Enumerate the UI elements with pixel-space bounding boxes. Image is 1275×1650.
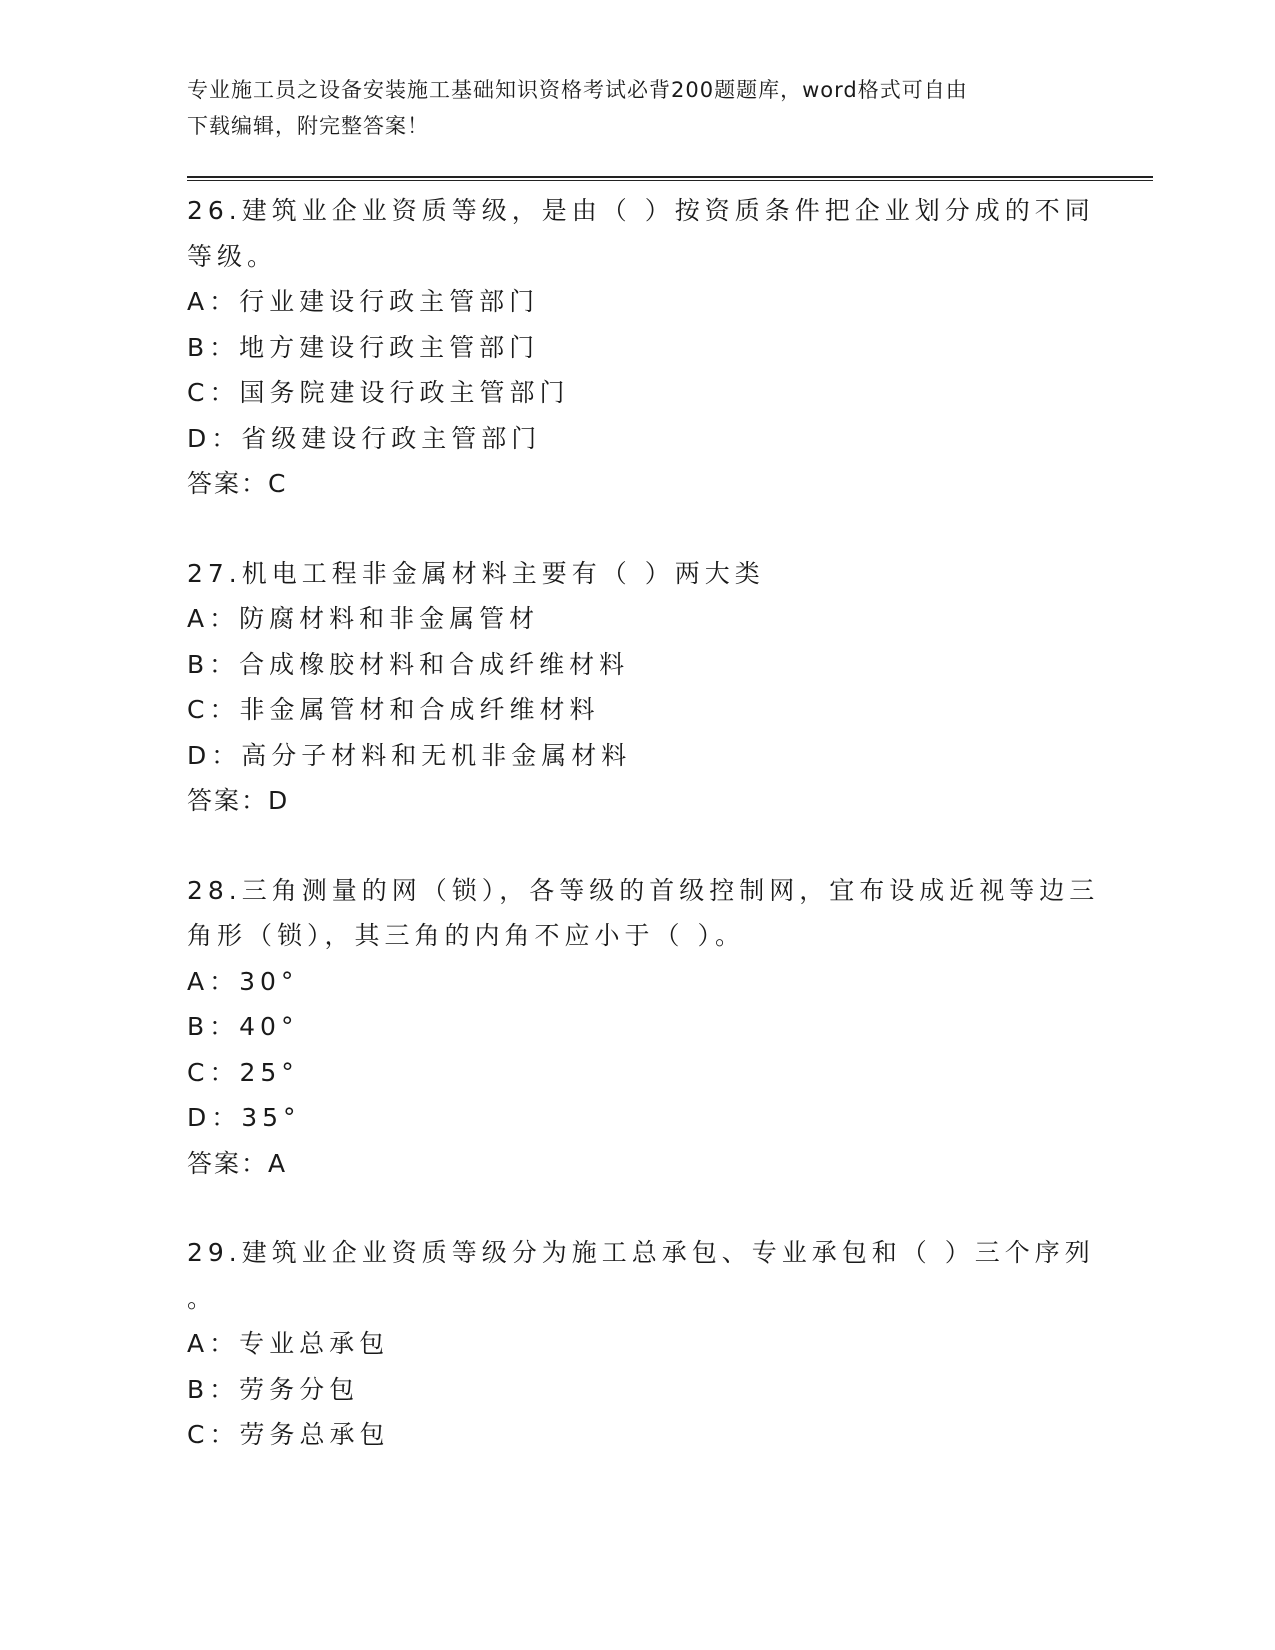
document-header <box>187 72 1067 144</box>
option-b: B：劳务分包 <box>187 1374 360 1404</box>
option-a: A：防腐材料和非金属管材 <box>187 604 540 633</box>
answer-line: 答案：D <box>187 786 290 815</box>
question-stem: 27.机电工程非金属材料主要有（ ）两大类 <box>187 558 765 588</box>
option-c: C：国务院建设行政主管部门 <box>187 378 570 407</box>
option-d: D：省级建设行政主管部门 <box>187 423 542 453</box>
option-a: A：专业总承包 <box>187 1329 390 1358</box>
answer-line: 答案：A <box>187 1148 288 1178</box>
question-28 <box>187 868 1100 1187</box>
option-b: B：40° <box>187 1012 299 1041</box>
option-d: D：35° <box>187 1103 301 1132</box>
header-line-2: 下载编辑，附完整答案！ <box>187 114 429 138</box>
question-29 <box>187 1230 1095 1458</box>
option-a: A：30° <box>187 966 299 996</box>
question-stem: 。 <box>187 1283 218 1313</box>
option-c: C：25° <box>187 1057 299 1087</box>
option-b: B：合成橡胶材料和合成纤维材料 <box>187 649 630 679</box>
header-divider <box>187 176 1153 182</box>
option-b: B：地方建设行政主管部门 <box>187 332 540 362</box>
question-stem: 29.建筑业企业资质等级分为施工总承包、专业承包和（ ）三个序列 <box>187 1238 1095 1267</box>
question-26 <box>187 188 1095 507</box>
question-stem: 26.建筑业企业资质等级，是由（ ）按资质条件把企业划分成的不同 <box>187 196 1095 225</box>
question-list <box>187 188 1100 1502</box>
answer-line: 答案：C <box>187 469 288 498</box>
question-stem: 角形（锁），其三角的内角不应小于（ ）。 <box>187 921 745 950</box>
question-stem: 等级。 <box>187 241 278 271</box>
option-d: D：高分子材料和无机非金属材料 <box>187 740 632 770</box>
option-c: C：劳务总承包 <box>187 1420 390 1449</box>
header-line-1: 专业施工员之设备安装施工基础知识资格考试必背200题题库，word格式可自由 <box>187 78 968 102</box>
option-c: C：非金属管材和合成纤维材料 <box>187 695 600 724</box>
question-stem: 28.三角测量的网（锁），各等级的首级控制网，宜布设成近视等边三 <box>187 875 1100 905</box>
option-a: A：行业建设行政主管部门 <box>187 287 540 316</box>
question-27 <box>187 551 1087 824</box>
